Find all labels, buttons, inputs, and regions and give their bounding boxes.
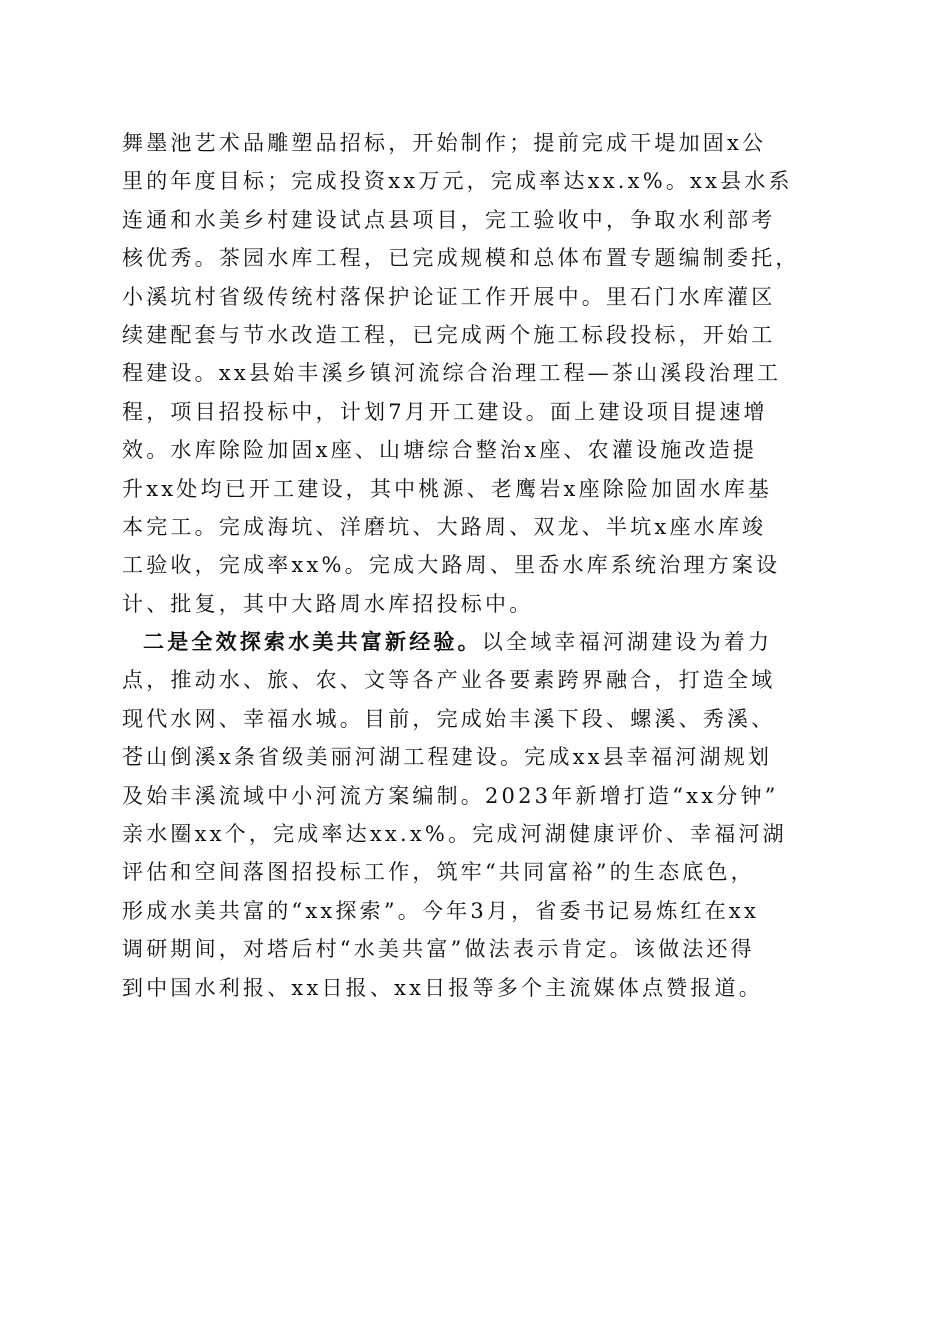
text-line: 小溪坑村省级传统村落保护论证工作开展中。里石门水库灌区	[122, 284, 776, 309]
text-line: 亲水圈xx个，完成率达xx.x%。完成河湖健康评价、幸福河湖	[122, 822, 787, 847]
section-lead-heading: 二是全效探索水美共富新经验。	[143, 629, 482, 655]
text-line: 点，推动水、旅、农、文等各产业各要素跨界融合，打造全域	[122, 668, 776, 693]
text-line: 效。水库除险加固x座、山塘综合整治x座、农灌设施改造提	[122, 438, 758, 463]
text-line: 续建配套与节水改造工程，已完成两个施工标段投标，开始工	[122, 322, 776, 347]
text-line: 调研期间，对塔后村“水美共富”做法表示肯定。该做法还得	[122, 937, 755, 962]
paragraph-1	[122, 124, 832, 623]
body-text	[122, 124, 832, 1007]
text-line: 工验收，完成率xx%。完成大路周、里岙水库系统治理方案设	[122, 553, 781, 578]
text-line: 升xx处均已开工建设，其中桃源、老鹰岩x座除险加固水库基	[122, 476, 773, 501]
text-line: 里的年度目标；完成投资xx万元，完成率达xx.x%。xx县水系	[122, 169, 793, 194]
paragraph-2	[122, 623, 832, 1007]
text-line: 及始丰溪流域中小河流方案编制。2023年新增打造“xx分钟”	[122, 783, 779, 808]
text-line: 形成水美共富的“xx探索”。今年3月，省委书记易炼红在xx	[122, 898, 760, 923]
text-line: 计、批复，其中大路周水库招投标中。	[122, 591, 534, 616]
paragraph-2-first-line	[122, 623, 832, 661]
text-line: 本完工。完成海坑、洋磨坑、大路周、双龙、半坑x座水库竣	[122, 514, 767, 539]
text-line: 苍山倒溪x条省级美丽河湖工程建设。完成xx县幸福河湖规划	[122, 745, 773, 770]
text-line: 现代水网、幸福水城。目前，完成始丰溪下段、螺溪、秀溪、	[122, 706, 776, 731]
text-line: 核优秀。茶园水库工程，已完成规模和总体布置专题编制委托，	[122, 246, 800, 271]
text-line: 连通和水美乡村建设试点县项目，完工验收中，争取水利部考	[122, 207, 776, 232]
text-line: 舞墨池艺术品雕塑品招标，开始制作；提前完成干堤加固x公	[122, 131, 767, 155]
text-line: 程，项目招投标中，计划7月开工建设。面上建设项目提速增	[122, 399, 768, 424]
text-line: 评估和空间落图招投标工作，筑牢“共同富裕”的生态底色，	[122, 860, 755, 885]
text-line: 程建设。xx县始丰溪乡镇河流综合治理工程—茶山溪段治理工	[122, 361, 782, 386]
text-line: 到中国水利报、xx日报、xx日报等多个主流媒体点赞报道。	[122, 975, 763, 1000]
text-fragment: 以全域幸福河湖建设为着力	[481, 630, 773, 655]
